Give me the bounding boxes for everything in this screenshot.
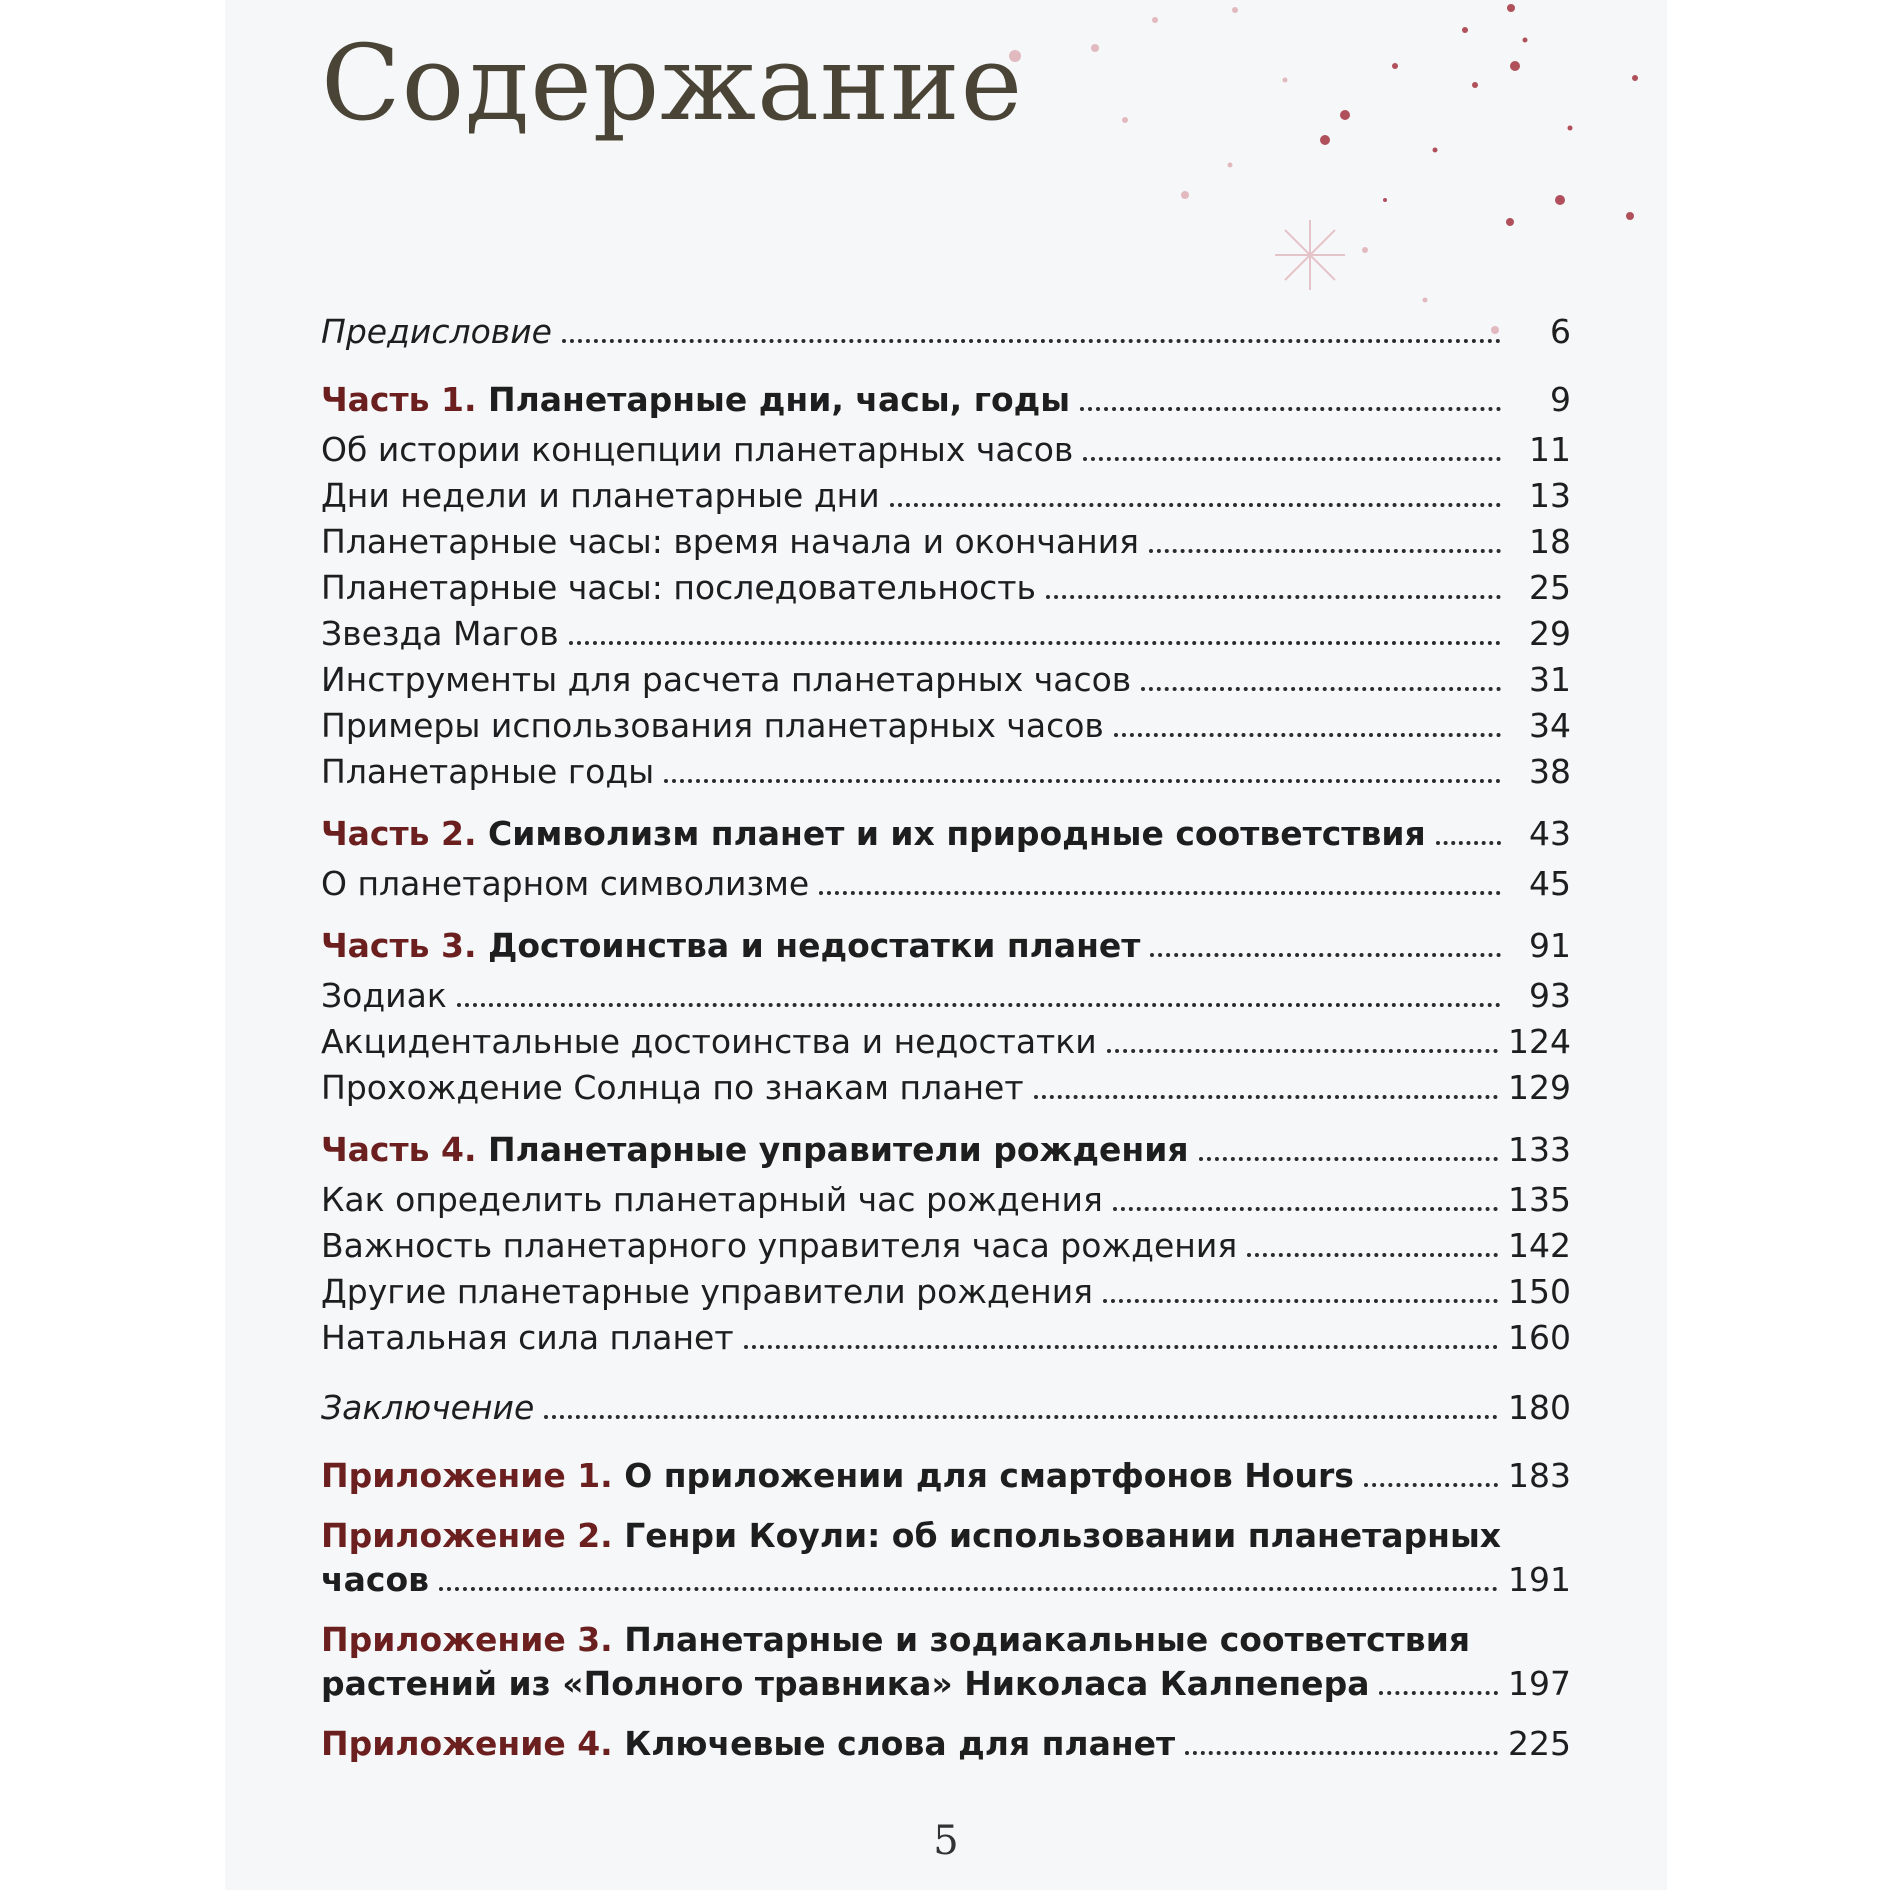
toc-entry-page: 135: [1508, 1180, 1571, 1219]
toc-entry-page: 18: [1529, 522, 1571, 561]
toc-entry[interactable]: [321, 1224, 1571, 1268]
toc-entry-page: 13: [1529, 476, 1571, 515]
toc-entry[interactable]: [321, 658, 1571, 702]
toc-entry[interactable]: [321, 1020, 1571, 1064]
dot-leader: [1379, 1691, 1498, 1695]
toc-entry-page: 150: [1508, 1272, 1571, 1311]
toc-entry-page: 34: [1529, 706, 1571, 745]
dot-leader: [1185, 1751, 1498, 1755]
toc-entry-label: Натальная сила планет: [321, 1318, 734, 1357]
toc-entry-label: Важность планетарного управителя часа рождения: [321, 1226, 1238, 1265]
toc-entry-label: Инструменты для расчета планетарных часов: [321, 660, 1132, 699]
toc-entry-label: Прохождение Солнца по знакам планет: [321, 1068, 1024, 1107]
appendix-number: Приложение 4.: [321, 1724, 613, 1763]
appendix-number: Приложение 2.: [321, 1516, 613, 1555]
part-title: Планетарные управители рождения: [487, 1130, 1189, 1169]
toc-entry-label: О планетарном символизме: [321, 864, 810, 903]
part-title: Символизм планет и их природные соответствия: [487, 814, 1426, 853]
toc-entry-page: 124: [1508, 1022, 1571, 1061]
dot-leader: [569, 641, 1501, 645]
dot-leader: [1436, 841, 1501, 845]
dot-leader: [1141, 687, 1501, 691]
page-number: 5: [933, 1818, 959, 1864]
toc-part-1[interactable]: [321, 378, 1571, 422]
toc-entry[interactable]: [321, 520, 1571, 564]
dot-leader: [1046, 595, 1501, 599]
toc-entry-page: 38: [1529, 752, 1571, 791]
page-title: Содержание: [321, 22, 1024, 144]
dot-leader: [1113, 1207, 1498, 1211]
part-number: Часть 3.: [321, 926, 477, 965]
toc-entry-label: Примеры использования планетарных часов: [321, 706, 1104, 745]
toc-part-3[interactable]: [321, 924, 1571, 968]
toc-entry-page: 180: [1508, 1388, 1571, 1427]
toc-entry-page: 6: [1550, 312, 1571, 351]
toc-entry-page: 9: [1550, 380, 1571, 419]
part-number: Часть 4.: [321, 1130, 477, 1169]
toc-entry-label: [321, 812, 1426, 856]
dot-leader: [1150, 953, 1501, 957]
toc-entry-conclusion[interactable]: [321, 1386, 1571, 1430]
dot-leader: [1199, 1157, 1498, 1161]
dot-leader: [562, 339, 1501, 343]
toc-entry-label: Заключение: [321, 1388, 535, 1427]
toc-entry[interactable]: [321, 974, 1571, 1018]
dot-leader: [1114, 733, 1501, 737]
appendix-title: Генри Коули: об использовании планетарных: [624, 1516, 1502, 1555]
toc-entry[interactable]: [321, 612, 1571, 656]
toc-entry-page: 142: [1508, 1226, 1571, 1265]
toc-entry-label: Зодиак: [321, 976, 447, 1015]
toc-entry[interactable]: [321, 750, 1571, 794]
toc-entry-label: [321, 1454, 1354, 1498]
toc-entry-page: 93: [1529, 976, 1571, 1015]
dot-leader: [1080, 407, 1501, 411]
dot-leader: [1083, 457, 1501, 461]
toc-appendix-3-line1: [321, 1618, 1470, 1662]
appendix-number: Приложение 1.: [321, 1456, 613, 1495]
toc-entry[interactable]: [321, 1066, 1571, 1110]
part-number: Часть 2.: [321, 814, 477, 853]
part-number: Часть 1.: [321, 380, 477, 419]
toc-entry-page: 129: [1508, 1068, 1571, 1107]
toc-entry-page: 25: [1529, 568, 1571, 607]
toc-appendix-2-line1: [321, 1514, 1501, 1558]
toc-entry-page: 183: [1508, 1456, 1571, 1495]
toc-entry[interactable]: [321, 1316, 1571, 1360]
toc-entry-page: 225: [1508, 1724, 1571, 1763]
toc-entry-page: 45: [1529, 864, 1571, 903]
toc-part-4[interactable]: [321, 1128, 1571, 1172]
toc-entry-page: 31: [1529, 660, 1571, 699]
toc-entry-label: Планетарные часы: последовательность: [321, 568, 1036, 607]
dot-leader: [1034, 1095, 1498, 1099]
toc-entry[interactable]: [321, 1178, 1571, 1222]
toc-appendix-2[interactable]: [321, 1558, 1571, 1602]
toc-appendix-4[interactable]: [321, 1722, 1571, 1766]
toc-entry-page: 133: [1508, 1130, 1571, 1169]
toc-entry-label: Звезда Магов: [321, 614, 559, 653]
part-title: Достоинства и недостатки планет: [487, 926, 1141, 965]
dot-leader: [439, 1587, 1498, 1591]
toc-entry-label: [321, 924, 1140, 968]
toc-entry-preface[interactable]: [321, 310, 1571, 354]
toc-entry-page: 29: [1529, 614, 1571, 653]
appendix-title: Ключевые слова для планет: [624, 1724, 1176, 1763]
dot-leader: [1149, 549, 1501, 553]
toc-entry[interactable]: [321, 428, 1571, 472]
toc-entry-label: Планетарные часы: время начала и окончания: [321, 522, 1140, 561]
toc-entry[interactable]: [321, 1270, 1571, 1314]
toc-appendix-1[interactable]: [321, 1454, 1571, 1498]
dot-leader: [457, 1003, 1501, 1007]
toc-entry[interactable]: [321, 862, 1571, 906]
toc-entry-page: 11: [1529, 430, 1571, 469]
dot-leader: [544, 1415, 1498, 1419]
toc-entry-label: [321, 1722, 1175, 1766]
appendix-title: Планетарные и зодиакальные соответствия: [624, 1620, 1471, 1659]
appendix-number: Приложение 3.: [321, 1620, 613, 1659]
toc-entry-label: Как определить планетарный час рождения: [321, 1180, 1103, 1219]
toc-entry-page: 91: [1529, 926, 1571, 965]
book-page: [225, 0, 1667, 1890]
appendix-title: О приложении для смартфонов Hours: [624, 1456, 1354, 1495]
toc-part-2[interactable]: [321, 812, 1571, 856]
toc-entry-page: 197: [1508, 1664, 1571, 1703]
toc-entry-label: Другие планетарные управители рождения: [321, 1272, 1094, 1311]
toc-entry-label: Предисловие: [321, 312, 552, 351]
toc-entry-label: часов: [321, 1560, 430, 1599]
dot-leader: [819, 891, 1501, 895]
toc-entry[interactable]: [321, 704, 1571, 748]
toc-entry-page: 191: [1508, 1560, 1571, 1599]
toc-entry[interactable]: [321, 566, 1571, 610]
dot-leader: [1247, 1253, 1498, 1257]
dot-leader: [1364, 1483, 1498, 1487]
part-title: Планетарные дни, часы, годы: [487, 380, 1071, 419]
dot-leader: [1103, 1299, 1498, 1303]
toc-entry-label: Об истории концепции планетарных часов: [321, 430, 1074, 469]
toc-entry-page: 43: [1529, 814, 1571, 853]
table-of-contents: [225, 0, 1667, 1890]
dot-leader: [664, 779, 1501, 783]
toc-entry-label: растений из «Полного травника» Николаса Калпепера: [321, 1664, 1370, 1703]
toc-entry-label: [321, 1128, 1189, 1172]
toc-appendix-3[interactable]: [321, 1662, 1571, 1706]
toc-entry-label: [321, 378, 1070, 422]
toc-entry-label: Планетарные годы: [321, 752, 655, 791]
toc-entry-page: 160: [1508, 1318, 1571, 1357]
dot-leader: [744, 1345, 1498, 1349]
toc-entry-label: Дни недели и планетарные дни: [321, 476, 880, 515]
dot-leader: [1107, 1049, 1498, 1053]
dot-leader: [890, 503, 1501, 507]
toc-entry-label: Акцидентальные достоинства и недостатки: [321, 1022, 1097, 1061]
toc-entry[interactable]: [321, 474, 1571, 518]
